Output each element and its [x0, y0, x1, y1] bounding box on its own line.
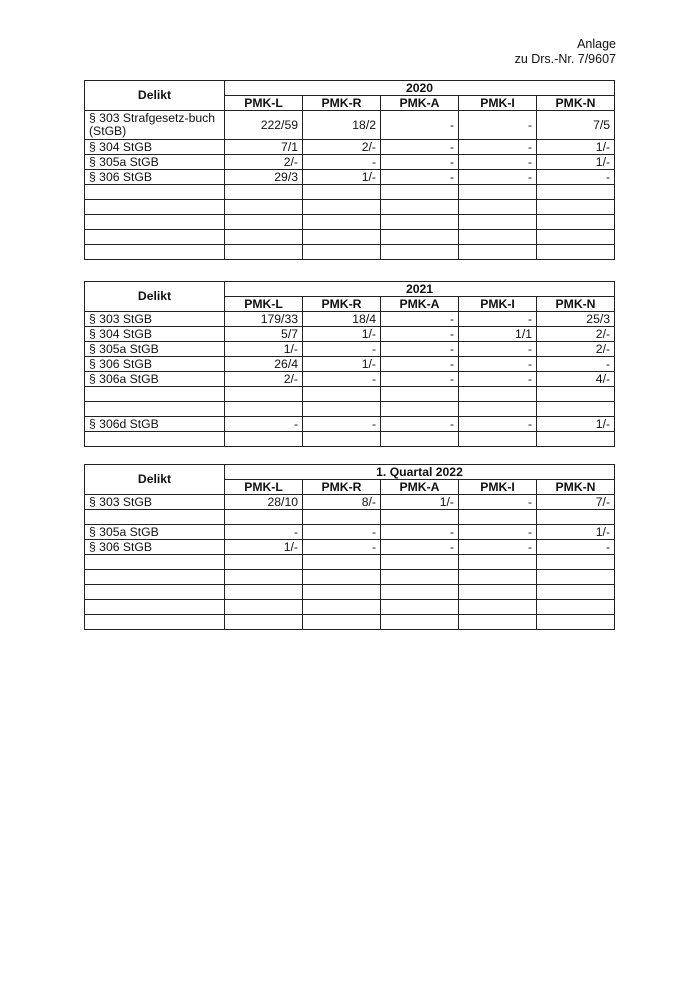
value-cell: - [459, 357, 537, 372]
column-header: PMK-N [537, 480, 615, 495]
empty-cell [537, 600, 615, 615]
value-cell: - [225, 525, 303, 540]
value-cell: 2/- [225, 372, 303, 387]
empty-cell [537, 200, 615, 215]
value-cell: 1/- [537, 525, 615, 540]
empty-row [85, 432, 615, 447]
empty-cell [303, 215, 381, 230]
table-row [85, 170, 615, 185]
column-header: PMK-L [225, 297, 303, 312]
value-cell: - [303, 525, 381, 540]
column-header: PMK-N [537, 96, 615, 111]
value-cell [225, 387, 303, 402]
table-row [85, 155, 615, 170]
table-row [85, 417, 615, 432]
delikt-label: § 303 StGB [85, 312, 225, 327]
empty-cell [381, 245, 459, 260]
value-cell: 4/- [537, 372, 615, 387]
value-cell: 1/- [225, 342, 303, 357]
period-header: 2021 [225, 282, 615, 297]
value-cell: - [537, 540, 615, 555]
value-cell [537, 510, 615, 525]
empty-cell [459, 555, 537, 570]
table-row [85, 387, 615, 402]
column-header: PMK-I [459, 480, 537, 495]
value-cell: - [381, 357, 459, 372]
table-row [85, 510, 615, 525]
column-header: PMK-R [303, 480, 381, 495]
table-row [85, 372, 615, 387]
empty-cell [85, 245, 225, 260]
empty-row [85, 600, 615, 615]
value-cell: - [381, 140, 459, 155]
empty-cell [85, 185, 225, 200]
annex-reference [515, 37, 616, 67]
empty-cell [303, 615, 381, 630]
value-cell [225, 402, 303, 417]
delikt-label: § 306 StGB [85, 357, 225, 372]
value-cell: - [459, 525, 537, 540]
value-cell: - [537, 170, 615, 185]
empty-cell [303, 230, 381, 245]
table-row [85, 402, 615, 417]
value-cell: 18/2 [303, 111, 381, 140]
empty-cell [85, 600, 225, 615]
value-cell: - [303, 372, 381, 387]
delikt-label [85, 402, 225, 417]
value-cell: - [381, 372, 459, 387]
value-cell: 222/59 [225, 111, 303, 140]
empty-cell [225, 230, 303, 245]
value-cell: - [459, 111, 537, 140]
table-row [85, 111, 615, 140]
table-2021 [84, 281, 615, 447]
delikt-label: § 304 StGB [85, 140, 225, 155]
column-header: PMK-A [381, 297, 459, 312]
empty-cell [225, 600, 303, 615]
table-row [85, 540, 615, 555]
empty-cell [459, 600, 537, 615]
empty-cell [225, 555, 303, 570]
empty-row [85, 230, 615, 245]
empty-cell [85, 555, 225, 570]
empty-cell [537, 185, 615, 200]
delikt-header: Delikt [85, 282, 225, 312]
value-cell: 179/33 [225, 312, 303, 327]
value-cell: - [381, 170, 459, 185]
delikt-label: § 305a StGB [85, 342, 225, 357]
empty-cell [225, 245, 303, 260]
header-row [85, 282, 615, 297]
value-cell: - [381, 327, 459, 342]
column-header: PMK-L [225, 480, 303, 495]
empty-cell [303, 185, 381, 200]
empty-cell [303, 555, 381, 570]
empty-cell [537, 245, 615, 260]
column-header: PMK-R [303, 297, 381, 312]
empty-cell [537, 432, 615, 447]
value-cell: 25/3 [537, 312, 615, 327]
value-cell: - [459, 540, 537, 555]
empty-cell [303, 600, 381, 615]
value-cell: 5/7 [225, 327, 303, 342]
empty-cell [459, 570, 537, 585]
table-row [85, 342, 615, 357]
value-cell: 1/- [303, 357, 381, 372]
value-cell: 1/1 [459, 327, 537, 342]
value-cell [303, 402, 381, 417]
empty-cell [459, 185, 537, 200]
table-row [85, 357, 615, 372]
table-row [85, 140, 615, 155]
value-cell: - [303, 342, 381, 357]
empty-cell [303, 585, 381, 600]
delikt-label: § 304 StGB [85, 327, 225, 342]
empty-cell [303, 570, 381, 585]
value-cell: 29/3 [225, 170, 303, 185]
delikt-label [85, 510, 225, 525]
value-cell: 1/- [381, 495, 459, 510]
empty-cell [225, 570, 303, 585]
empty-cell [537, 215, 615, 230]
value-cell: - [381, 342, 459, 357]
table-row [85, 525, 615, 540]
value-cell: 1/- [303, 170, 381, 185]
empty-cell [381, 600, 459, 615]
value-cell: - [459, 170, 537, 185]
empty-row [85, 615, 615, 630]
empty-cell [303, 245, 381, 260]
delikt-label: § 306 StGB [85, 540, 225, 555]
table-row [85, 495, 615, 510]
value-cell: - [381, 525, 459, 540]
value-cell: 26/4 [225, 357, 303, 372]
empty-cell [225, 185, 303, 200]
value-cell: - [225, 417, 303, 432]
empty-cell [459, 215, 537, 230]
empty-cell [537, 555, 615, 570]
value-cell: - [459, 372, 537, 387]
column-header: PMK-N [537, 297, 615, 312]
delikt-label: § 306d StGB [85, 417, 225, 432]
table-row [85, 312, 615, 327]
column-header: PMK-A [381, 96, 459, 111]
empty-cell [85, 570, 225, 585]
empty-cell [537, 585, 615, 600]
period-header: 2020 [225, 81, 615, 96]
delikt-label: § 306a StGB [85, 372, 225, 387]
empty-cell [537, 230, 615, 245]
empty-cell [225, 432, 303, 447]
empty-cell [381, 185, 459, 200]
value-cell [381, 387, 459, 402]
value-cell: 8/- [303, 495, 381, 510]
value-cell: - [459, 417, 537, 432]
value-cell: 18/4 [303, 312, 381, 327]
value-cell: 7/1 [225, 140, 303, 155]
header-row [85, 81, 615, 96]
delikt-label: § 305a StGB [85, 525, 225, 540]
empty-cell [459, 585, 537, 600]
value-cell [381, 402, 459, 417]
value-cell [303, 510, 381, 525]
value-cell: - [459, 312, 537, 327]
value-cell: 7/- [537, 495, 615, 510]
empty-cell [85, 432, 225, 447]
empty-cell [459, 245, 537, 260]
empty-cell [225, 615, 303, 630]
empty-cell [381, 615, 459, 630]
empty-cell [85, 200, 225, 215]
empty-cell [303, 200, 381, 215]
empty-cell [85, 615, 225, 630]
annex-label: Anlage [577, 37, 616, 51]
value-cell: - [459, 140, 537, 155]
value-cell [459, 510, 537, 525]
value-cell: - [381, 155, 459, 170]
empty-cell [459, 615, 537, 630]
column-header: PMK-R [303, 96, 381, 111]
value-cell [537, 387, 615, 402]
empty-cell [225, 200, 303, 215]
value-cell [303, 387, 381, 402]
delikt-label: § 306 StGB [85, 170, 225, 185]
empty-cell [381, 215, 459, 230]
value-cell: - [381, 417, 459, 432]
empty-cell [381, 200, 459, 215]
empty-cell [537, 615, 615, 630]
column-header: PMK-I [459, 96, 537, 111]
value-cell [225, 510, 303, 525]
empty-cell [225, 585, 303, 600]
value-cell: 2/- [537, 342, 615, 357]
value-cell: - [537, 357, 615, 372]
value-cell [459, 387, 537, 402]
value-cell: 1/- [225, 540, 303, 555]
value-cell: 1/- [537, 417, 615, 432]
table-q1-2022 [84, 464, 615, 630]
value-cell: 1/- [537, 155, 615, 170]
empty-cell [381, 432, 459, 447]
value-cell: - [381, 111, 459, 140]
table-2020 [84, 80, 615, 260]
empty-cell [85, 230, 225, 245]
delikt-label: § 305a StGB [85, 155, 225, 170]
empty-cell [537, 570, 615, 585]
value-cell: - [303, 417, 381, 432]
empty-row [85, 245, 615, 260]
value-cell: - [459, 155, 537, 170]
value-cell [381, 510, 459, 525]
value-cell: 1/- [537, 140, 615, 155]
column-header: PMK-I [459, 297, 537, 312]
empty-cell [459, 230, 537, 245]
value-cell: - [303, 540, 381, 555]
empty-cell [459, 432, 537, 447]
delikt-label: § 303 Strafgesetz-buch (StGB) [85, 111, 225, 140]
empty-cell [381, 570, 459, 585]
value-cell: - [381, 540, 459, 555]
delikt-label: § 303 StGB [85, 495, 225, 510]
empty-cell [85, 585, 225, 600]
value-cell: - [459, 495, 537, 510]
delikt-header: Delikt [85, 81, 225, 111]
value-cell: 1/- [303, 327, 381, 342]
table-row [85, 327, 615, 342]
empty-row [85, 555, 615, 570]
value-cell [537, 402, 615, 417]
empty-cell [459, 200, 537, 215]
empty-cell [381, 555, 459, 570]
value-cell: 28/10 [225, 495, 303, 510]
empty-row [85, 585, 615, 600]
empty-row [85, 200, 615, 215]
empty-row [85, 215, 615, 230]
column-header: PMK-L [225, 96, 303, 111]
empty-cell [381, 230, 459, 245]
empty-cell [85, 215, 225, 230]
document-number: zu Drs.-Nr. 7/9607 [514, 52, 616, 66]
value-cell: 2/- [225, 155, 303, 170]
value-cell: - [459, 342, 537, 357]
column-header: PMK-A [381, 480, 459, 495]
empty-cell [381, 585, 459, 600]
header-row [85, 465, 615, 480]
delikt-header: Delikt [85, 465, 225, 495]
delikt-label [85, 387, 225, 402]
period-header: 1. Quartal 2022 [225, 465, 615, 480]
value-cell [459, 402, 537, 417]
empty-cell [225, 215, 303, 230]
empty-row [85, 185, 615, 200]
value-cell: - [381, 312, 459, 327]
value-cell: - [303, 155, 381, 170]
value-cell: 2/- [303, 140, 381, 155]
value-cell: 2/- [537, 327, 615, 342]
empty-row [85, 570, 615, 585]
empty-cell [303, 432, 381, 447]
value-cell: 7/5 [537, 111, 615, 140]
